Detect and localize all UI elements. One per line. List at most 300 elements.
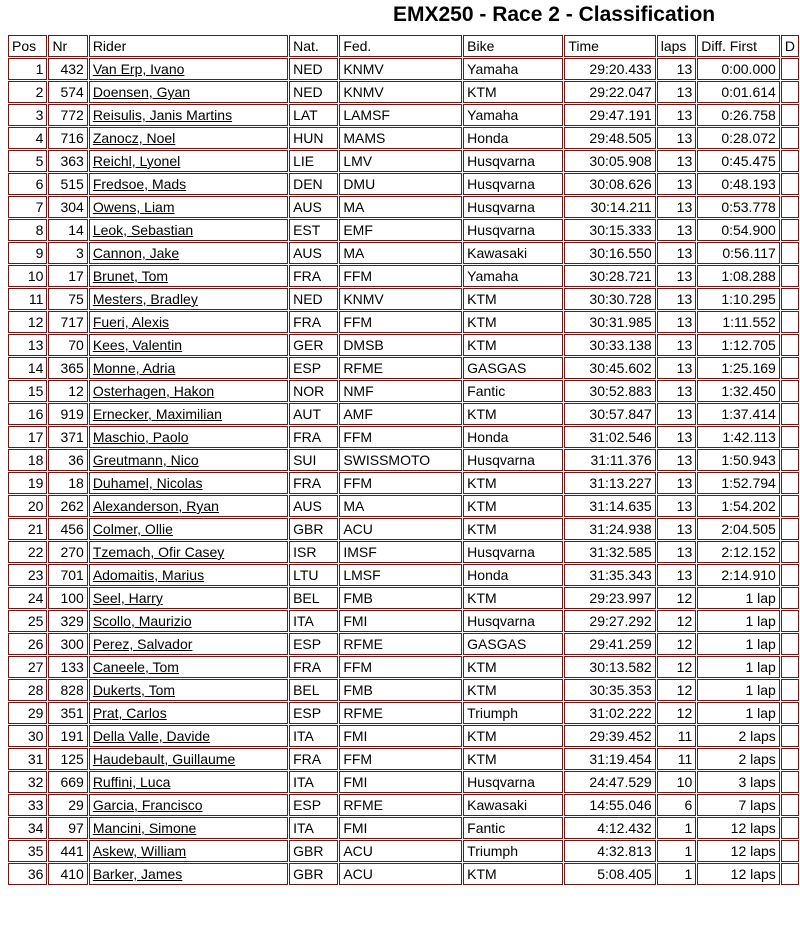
cell-nat: FRA	[289, 311, 338, 333]
cell-diff-first: 0:54.900	[697, 219, 780, 241]
cell-nr: 717	[48, 311, 87, 333]
cell-bike: KTM	[463, 403, 563, 425]
cell-time: 30:30.728	[564, 288, 655, 310]
cell-rider	[89, 449, 288, 471]
header-rider: Rider	[89, 35, 288, 57]
cell-fed: ACU	[339, 518, 462, 540]
cell-bike: Triumph	[463, 840, 563, 862]
cell-nat: GBR	[289, 863, 338, 885]
table-row	[8, 334, 799, 356]
cell-diff-first: 0:26.758	[697, 104, 780, 126]
cell-nat: AUS	[289, 495, 338, 517]
cell-nr: 12	[48, 380, 87, 402]
table-row	[8, 541, 799, 563]
cell-pos: 15	[8, 380, 47, 402]
cell-bike: Yamaha	[463, 104, 563, 126]
table-row	[8, 127, 799, 149]
cell-diff-first: 12 laps	[697, 840, 780, 862]
header-nr: Nr	[48, 35, 87, 57]
cell-diff-first: 7 laps	[697, 794, 780, 816]
rider-link[interactable]: Brunet, Tom	[92, 268, 169, 284]
cell-nat: ITA	[289, 725, 338, 747]
cell-rider	[89, 334, 288, 356]
cell-time: 14:55.046	[564, 794, 655, 816]
cell-pos: 36	[8, 863, 47, 885]
cell-pos: 19	[8, 472, 47, 494]
cell-diff-first: 0:01.614	[697, 81, 780, 103]
cell-laps: 13	[657, 81, 697, 103]
cell-diff-first: 1:08.288	[697, 265, 780, 287]
cell-bike: Husqvarna	[463, 771, 563, 793]
cell-pos: 26	[8, 633, 47, 655]
cell-time: 30:14.211	[564, 196, 655, 218]
cell-bike: Husqvarna	[463, 196, 563, 218]
cell-nat: LIE	[289, 150, 338, 172]
cell-bike: KTM	[463, 81, 563, 103]
cell-nr: 432	[48, 58, 87, 80]
header-laps: laps	[657, 35, 697, 57]
cell-pos: 32	[8, 771, 47, 793]
cell-fed: LMV	[339, 150, 462, 172]
cell-time: 29:47.191	[564, 104, 655, 126]
header-diff-first: Diff. First	[697, 35, 780, 57]
cell-diff-first: 1 lap	[697, 702, 780, 724]
cell-laps: 13	[657, 495, 697, 517]
cell-nat: ITA	[289, 610, 338, 632]
cell-bike: Kawasaki	[463, 242, 563, 264]
cell-bike: KTM	[463, 587, 563, 609]
cell-nat: NED	[289, 81, 338, 103]
rider-link[interactable]: Kees, Valentin	[92, 337, 183, 353]
cell-fed: FFM	[339, 265, 462, 287]
cell-pos: 8	[8, 219, 47, 241]
cell-diff-first: 0:45.475	[697, 150, 780, 172]
rider-link[interactable]: Mesters, Bradley	[92, 291, 198, 307]
cell-fed: FFM	[339, 311, 462, 333]
cell-rider	[89, 679, 288, 701]
cell-rider	[89, 771, 288, 793]
cell-bike: Kawasaki	[463, 794, 563, 816]
page-title: EMX250 - Race 2 - Classification	[393, 3, 716, 26]
cell-bike: KTM	[463, 748, 563, 770]
cell-pos: 18	[8, 449, 47, 471]
cell-time: 29:48.505	[564, 127, 655, 149]
cell-rider	[89, 633, 288, 655]
cell-pos: 1	[8, 58, 47, 80]
cell-d	[781, 840, 799, 862]
rider-link[interactable]: Caneele, Tom	[92, 659, 179, 675]
rider-link[interactable]: Della Valle, Davide	[92, 728, 211, 744]
cell-rider	[89, 81, 288, 103]
table-row	[8, 495, 799, 517]
cell-diff-first: 1 lap	[697, 633, 780, 655]
cell-nr: 17	[48, 265, 87, 287]
cell-bike: GASGAS	[463, 357, 563, 379]
table-row	[8, 863, 799, 885]
rider-link[interactable]: Cannon, Jake	[92, 245, 180, 261]
cell-nat: FRA	[289, 472, 338, 494]
cell-laps: 12	[657, 587, 697, 609]
table-row	[8, 771, 799, 793]
cell-nr: 29	[48, 794, 87, 816]
table-row	[8, 403, 799, 425]
table-row	[8, 265, 799, 287]
cell-fed: MAMS	[339, 127, 462, 149]
cell-nr: 701	[48, 564, 87, 586]
cell-nat: ESP	[289, 702, 338, 724]
cell-nr: 75	[48, 288, 87, 310]
rider-link[interactable]: Leok, Sebastian	[92, 222, 194, 238]
cell-laps: 12	[657, 633, 697, 655]
cell-pos: 9	[8, 242, 47, 264]
cell-time: 31:13.227	[564, 472, 655, 494]
cell-rider	[89, 403, 288, 425]
cell-diff-first: 12 laps	[697, 863, 780, 885]
cell-nr: 304	[48, 196, 87, 218]
cell-pos: 12	[8, 311, 47, 333]
cell-nr: 100	[48, 587, 87, 609]
cell-rider	[89, 863, 288, 885]
cell-diff-first: 1:12.705	[697, 334, 780, 356]
rider-link[interactable]: Ernecker, Maximilian	[92, 406, 222, 422]
cell-pos: 5	[8, 150, 47, 172]
cell-nat: LAT	[289, 104, 338, 126]
cell-bike: Honda	[463, 426, 563, 448]
cell-time: 31:19.454	[564, 748, 655, 770]
cell-fed: FMB	[339, 587, 462, 609]
table-row	[8, 633, 799, 655]
cell-diff-first: 0:53.778	[697, 196, 780, 218]
cell-laps: 13	[657, 242, 697, 264]
cell-d	[781, 173, 799, 195]
cell-d	[781, 472, 799, 494]
cell-pos: 23	[8, 564, 47, 586]
rider-link[interactable]: Doensen, Gyan	[92, 84, 191, 100]
header-bike: Bike	[463, 35, 563, 57]
cell-time: 29:22.047	[564, 81, 655, 103]
cell-d	[781, 311, 799, 333]
rider-link[interactable]: Perez, Salvador	[92, 636, 193, 652]
cell-pos: 22	[8, 541, 47, 563]
cell-nr: 456	[48, 518, 87, 540]
cell-laps: 6	[657, 794, 697, 816]
cell-laps: 12	[657, 656, 697, 678]
cell-time: 30:08.626	[564, 173, 655, 195]
cell-rider	[89, 426, 288, 448]
cell-diff-first: 0:00.000	[697, 58, 780, 80]
cell-rider	[89, 150, 288, 172]
cell-fed: FMB	[339, 679, 462, 701]
cell-diff-first: 1:11.552	[697, 311, 780, 333]
cell-time: 29:41.259	[564, 633, 655, 655]
table-row	[8, 656, 799, 678]
rider-link[interactable]: Osterhagen, Hakon	[92, 383, 215, 399]
rider-link[interactable]: Owens, Liam	[92, 199, 175, 215]
cell-d	[781, 403, 799, 425]
cell-nat: ESP	[289, 357, 338, 379]
cell-diff-first: 3 laps	[697, 771, 780, 793]
cell-nr: 515	[48, 173, 87, 195]
cell-nr: 351	[48, 702, 87, 724]
rider-link[interactable]: Tzemach, Ofir Casey	[92, 544, 225, 560]
cell-time: 30:16.550	[564, 242, 655, 264]
cell-fed: AMF	[339, 403, 462, 425]
table-row	[8, 81, 799, 103]
cell-d	[781, 150, 799, 172]
cell-bike: Honda	[463, 564, 563, 586]
cell-diff-first: 1 lap	[697, 610, 780, 632]
cell-laps: 13	[657, 104, 697, 126]
cell-diff-first: 1 lap	[697, 656, 780, 678]
cell-fed: MA	[339, 495, 462, 517]
cell-nat: FRA	[289, 265, 338, 287]
cell-time: 31:32.585	[564, 541, 655, 563]
rider-link[interactable]: Fredsoe, Mads	[92, 176, 187, 192]
rider-link[interactable]: Monne, Adria	[92, 360, 176, 376]
rider-link[interactable]: Alexanderson, Ryan	[92, 498, 219, 514]
rider-link[interactable]: Van Erp, Ivano	[92, 61, 185, 77]
cell-pos: 10	[8, 265, 47, 287]
cell-laps: 13	[657, 541, 697, 563]
cell-d	[781, 219, 799, 241]
cell-diff-first: 2:04.505	[697, 518, 780, 540]
cell-nr: 363	[48, 150, 87, 172]
cell-time: 30:57.847	[564, 403, 655, 425]
cell-pos: 11	[8, 288, 47, 310]
header-time: Time	[564, 35, 655, 57]
cell-diff-first: 1:25.169	[697, 357, 780, 379]
cell-bike: KTM	[463, 311, 563, 333]
cell-rider	[89, 219, 288, 241]
cell-rider	[89, 495, 288, 517]
cell-fed: FMI	[339, 725, 462, 747]
header-pos: Pos	[8, 35, 47, 57]
cell-nr: 270	[48, 541, 87, 563]
rider-link[interactable]: Ruffini, Luca	[92, 774, 171, 790]
table-row	[8, 472, 799, 494]
cell-d	[781, 426, 799, 448]
cell-fed: ACU	[339, 840, 462, 862]
cell-bike: KTM	[463, 518, 563, 540]
cell-d	[781, 656, 799, 678]
cell-nat: ITA	[289, 771, 338, 793]
cell-bike: KTM	[463, 288, 563, 310]
cell-laps: 13	[657, 58, 697, 80]
table-row	[8, 610, 799, 632]
cell-diff-first: 2:14.910	[697, 564, 780, 586]
header-nat: Nat.	[289, 35, 338, 57]
cell-pos: 13	[8, 334, 47, 356]
cell-pos: 16	[8, 403, 47, 425]
cell-fed: EMF	[339, 219, 462, 241]
cell-laps: 13	[657, 196, 697, 218]
cell-rider	[89, 610, 288, 632]
cell-nr: 371	[48, 426, 87, 448]
header-fed: Fed.	[339, 35, 462, 57]
cell-diff-first: 2:12.152	[697, 541, 780, 563]
table-row	[8, 242, 799, 264]
cell-time: 30:13.582	[564, 656, 655, 678]
cell-nr: 919	[48, 403, 87, 425]
cell-laps: 1	[657, 817, 697, 839]
cell-rider	[89, 357, 288, 379]
cell-nat: DEN	[289, 173, 338, 195]
cell-laps: 13	[657, 334, 697, 356]
cell-nat: AUS	[289, 242, 338, 264]
cell-laps: 1	[657, 840, 697, 862]
cell-pos: 3	[8, 104, 47, 126]
cell-d	[781, 771, 799, 793]
cell-rider	[89, 817, 288, 839]
cell-laps: 13	[657, 449, 697, 471]
cell-diff-first: 1:50.943	[697, 449, 780, 471]
cell-laps: 13	[657, 403, 697, 425]
table-row	[8, 219, 799, 241]
rider-link[interactable]: Askew, William	[92, 843, 187, 859]
cell-d	[781, 794, 799, 816]
rider-link[interactable]: Garcia, Francisco	[92, 797, 203, 813]
cell-nat: SUI	[289, 449, 338, 471]
cell-diff-first: 0:28.072	[697, 127, 780, 149]
table-row	[8, 725, 799, 747]
table-row	[8, 357, 799, 379]
rider-link[interactable]: Reichl, Lyonel	[92, 153, 181, 169]
cell-nr: 3	[48, 242, 87, 264]
cell-laps: 13	[657, 288, 697, 310]
cell-d	[781, 587, 799, 609]
cell-nr: 441	[48, 840, 87, 862]
cell-nr: 70	[48, 334, 87, 356]
cell-nr: 716	[48, 127, 87, 149]
cell-pos: 35	[8, 840, 47, 862]
cell-rider	[89, 196, 288, 218]
cell-laps: 11	[657, 748, 697, 770]
rider-link[interactable]: Dukerts, Tom	[92, 682, 176, 698]
rider-link[interactable]: Maschio, Paolo	[92, 429, 189, 445]
cell-nr: 133	[48, 656, 87, 678]
cell-nr: 97	[48, 817, 87, 839]
cell-fed: RFME	[339, 794, 462, 816]
cell-laps: 11	[657, 725, 697, 747]
cell-rider	[89, 265, 288, 287]
table-row	[8, 173, 799, 195]
cell-nr: 300	[48, 633, 87, 655]
cell-laps: 13	[657, 564, 697, 586]
cell-fed: FMI	[339, 771, 462, 793]
cell-d	[781, 357, 799, 379]
cell-time: 31:24.938	[564, 518, 655, 540]
cell-time: 30:05.908	[564, 150, 655, 172]
rider-link[interactable]: Reisulis, Janis Martins	[92, 107, 233, 123]
rider-link[interactable]: Scollo, Maurizio	[92, 613, 192, 629]
rider-link[interactable]: Colmer, Ollie	[92, 521, 173, 537]
cell-time: 31:02.222	[564, 702, 655, 724]
table-row	[8, 518, 799, 540]
rider-link[interactable]: Mancini, Simone	[92, 820, 197, 836]
rider-link[interactable]: Prat, Carlos	[92, 705, 167, 721]
cell-pos: 33	[8, 794, 47, 816]
classification-table	[7, 34, 800, 886]
cell-laps: 12	[657, 702, 697, 724]
cell-time: 24:47.529	[564, 771, 655, 793]
cell-diff-first: 1:54.202	[697, 495, 780, 517]
cell-rider	[89, 794, 288, 816]
rider-link[interactable]: Greutmann, Nico	[92, 452, 199, 468]
cell-fed: FMI	[339, 817, 462, 839]
rider-link[interactable]: Fueri, Alexis	[92, 314, 170, 330]
rider-link[interactable]: Haudebault, Guillaume	[92, 751, 236, 767]
table-row	[8, 150, 799, 172]
rider-link[interactable]: Seel, Harry	[92, 590, 163, 606]
cell-time: 31:35.343	[564, 564, 655, 586]
cell-bike: KTM	[463, 679, 563, 701]
cell-pos: 29	[8, 702, 47, 724]
cell-time: 29:27.292	[564, 610, 655, 632]
cell-diff-first: 1 lap	[697, 679, 780, 701]
cell-diff-first: 1:37.414	[697, 403, 780, 425]
cell-nr: 262	[48, 495, 87, 517]
cell-laps: 13	[657, 472, 697, 494]
cell-fed: RFME	[339, 633, 462, 655]
cell-rider	[89, 311, 288, 333]
cell-nat: ITA	[289, 817, 338, 839]
rider-link[interactable]: Duhamel, Nicolas	[92, 475, 203, 491]
cell-fed: FFM	[339, 748, 462, 770]
table-row	[8, 564, 799, 586]
cell-time: 30:28.721	[564, 265, 655, 287]
table-row	[8, 840, 799, 862]
cell-time: 30:15.333	[564, 219, 655, 241]
cell-d	[781, 380, 799, 402]
cell-pos: 7	[8, 196, 47, 218]
cell-d	[781, 449, 799, 471]
cell-d	[781, 633, 799, 655]
cell-rider	[89, 725, 288, 747]
table-row	[8, 794, 799, 816]
cell-rider	[89, 541, 288, 563]
rider-link[interactable]: Zanocz, Noel	[92, 130, 176, 146]
cell-rider	[89, 587, 288, 609]
cell-nat: FRA	[289, 426, 338, 448]
cell-fed: FFM	[339, 472, 462, 494]
cell-d	[781, 725, 799, 747]
cell-laps: 1	[657, 863, 697, 885]
cell-rider	[89, 564, 288, 586]
rider-link[interactable]: Barker, James	[92, 866, 183, 882]
table-row	[8, 426, 799, 448]
cell-bike: Husqvarna	[463, 610, 563, 632]
cell-pos: 20	[8, 495, 47, 517]
cell-fed: DMU	[339, 173, 462, 195]
rider-link[interactable]: Adomaitis, Marius	[92, 567, 205, 583]
cell-nat: ISR	[289, 541, 338, 563]
cell-pos: 25	[8, 610, 47, 632]
cell-bike: Fantic	[463, 380, 563, 402]
cell-time: 30:35.353	[564, 679, 655, 701]
cell-bike: Husqvarna	[463, 219, 563, 241]
cell-time: 30:45.602	[564, 357, 655, 379]
cell-pos: 2	[8, 81, 47, 103]
table-header-row	[8, 35, 799, 57]
cell-diff-first: 1:52.794	[697, 472, 780, 494]
cell-d	[781, 817, 799, 839]
cell-nat: HUN	[289, 127, 338, 149]
cell-nat: GER	[289, 334, 338, 356]
cell-nat: GBR	[289, 518, 338, 540]
cell-d	[781, 265, 799, 287]
cell-laps: 13	[657, 127, 697, 149]
cell-fed: MA	[339, 242, 462, 264]
